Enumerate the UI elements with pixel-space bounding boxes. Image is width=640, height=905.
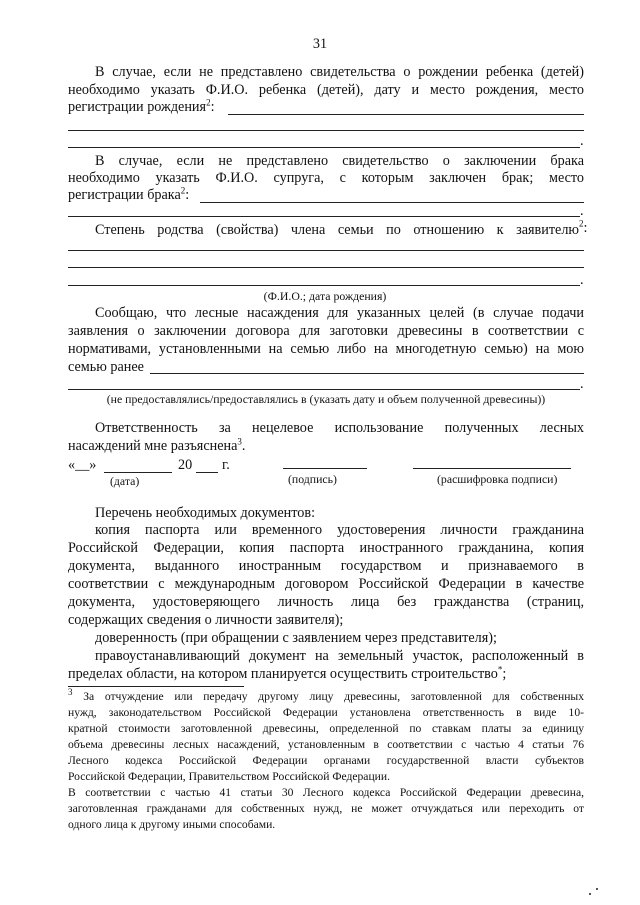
birth-para-line-2: необходимо указать Ф.И.О. ребенка (детей), дату и место рождения, место (68, 82, 584, 98)
responsibility-line-1: Ответственность за нецелевое использование полученных лесных (95, 420, 584, 436)
footnote-line-9: одного лица к другому иными способами. (68, 818, 276, 831)
kinship-caption: (Ф.И.О.; дата рождения) (263, 289, 387, 303)
scan-speck (596, 888, 598, 890)
birth-fill-line-2[interactable] (68, 130, 584, 131)
doc-item1-line-3: документа, выданного иностранным государством и признаваемого в (68, 558, 584, 574)
doc-item2: доверенность (при обращении с заявлением через представителя); (95, 630, 497, 646)
kinship-period: . (580, 272, 584, 288)
report-caption: (не предоставлялись/предоставлялись в (указать дату и объем полученной древесины)) (106, 392, 546, 406)
report-fill-line-1[interactable] (150, 373, 584, 374)
doc-item1-line-5: документа, удостоверяющего личность лица без гражданства (страниц, (68, 594, 584, 610)
kinship-fill-line-3[interactable] (68, 285, 580, 286)
signature-caption: (подпись) (288, 472, 337, 486)
kinship-fill-line-2[interactable] (68, 267, 584, 268)
marriage-fill-line-1[interactable] (200, 202, 584, 203)
footnote-line-8: заготовленная гражданами для собственных нужд, не может отчуждаться или переходить от (68, 802, 584, 815)
footnote-separator (68, 686, 244, 687)
date-caption: (дата) (110, 474, 140, 488)
report-fill-line-2[interactable] (68, 389, 580, 390)
date-prefix: «__» (68, 457, 97, 473)
scan-speck (589, 893, 591, 895)
year-suffix: г. (222, 457, 230, 473)
birth-fill-line-1[interactable] (228, 114, 584, 115)
doc-item1-line-2: Российской Федерации, копия паспорта иностранного гражданина, копия (68, 540, 584, 556)
report-period: . (580, 376, 584, 392)
marriage-para-line-1: В случае, если не представлено свидетельство о заключении брака (95, 153, 584, 169)
marriage-para-line-2: необходимо указать Ф.И.О. супруга, с которым заключен брак; место (68, 170, 584, 186)
date-year-field[interactable] (196, 472, 218, 473)
marriage-period: . (580, 203, 584, 219)
doc-item3-line-1: правоустанавливающий документ на земельный участок, расположенный в (95, 648, 584, 664)
kinship-para: Степень родства (свойства) члена семьи по отношению к заявителю (95, 222, 579, 238)
footnote-line-2: нужд, законодательством Российской Федерации установлена ответственность в виде 10- (68, 706, 584, 719)
report-para-line-4: семью ранее (68, 359, 144, 375)
responsibility-line-2: насаждений мне разъяснена$^3$. (68, 436, 246, 454)
footnote-line-3: кратной стоимости заготовленной древесины, определенной по ставкам платы за единицу (68, 722, 584, 735)
date-month-field[interactable] (104, 472, 172, 473)
documents-heading: Перечень необходимых документов: (95, 505, 316, 521)
signature-decode-caption: (расшифровка подписи) (437, 472, 558, 486)
marriage-para-line-3: регистрации брака$^2$: (68, 185, 190, 203)
footnote-line-1: $^3$ За отчуждение или передачу другому лицу древесины, заготовленной для собственных (68, 687, 584, 703)
doc-item3-line-2: пределах области, на котором планируется осуществить строительство*; (68, 664, 507, 682)
doc-item1-line-6: содержащих сведения о личности заявителя); (68, 612, 344, 628)
birth-para-line-1: В случае, если не представлено свидетельства о рождении ребенка (детей) (95, 64, 584, 80)
birth-period: . (580, 133, 584, 149)
signature-field[interactable] (283, 468, 367, 469)
report-para-line-3: нормативами, установленными на семью либо на многодетную семью) на мою (68, 341, 584, 357)
doc-item1-line-4: соответствии с международным договором Российской Федерации в качестве (68, 576, 584, 592)
year-prefix: 20 (178, 457, 193, 473)
signature-decode-field[interactable] (413, 468, 571, 469)
marriage-fill-line-2[interactable] (68, 216, 580, 217)
page-number: 31 (312, 36, 328, 52)
doc-item1-line-1: копия паспорта или временного удостоверения личности гражданина (95, 522, 584, 538)
footnote-line-5: Лесного кодекса Российской Федерации органами государственной власти субъектов (68, 754, 584, 767)
footnote-line-4: объема древесины лесных насаждений, установленным в соответствии с частью 4 статьи 76 (68, 738, 584, 751)
birth-fill-line-3[interactable] (68, 147, 580, 148)
footnote-line-7: В соответствии с частью 41 статьи 30 Лесного кодекса Российской Федерации древесина, (68, 786, 584, 799)
birth-para-line-3: регистрации рождения$^2$: (68, 97, 215, 115)
footnote-line-6: Российской Федерации, Правительством Российской Федерации. (68, 770, 390, 783)
footnote-mark: 3 (68, 687, 73, 698)
kinship-fill-line-1[interactable] (68, 250, 584, 251)
report-para-line-2: заявления о заключении договора для заготовки древесины в соответствии с (68, 323, 584, 339)
report-para-line-1: Сообщаю, что лесные насаждения для указанных целей (в случае подачи (95, 305, 584, 321)
kinship-sup-colon: $^2$: (579, 218, 588, 236)
